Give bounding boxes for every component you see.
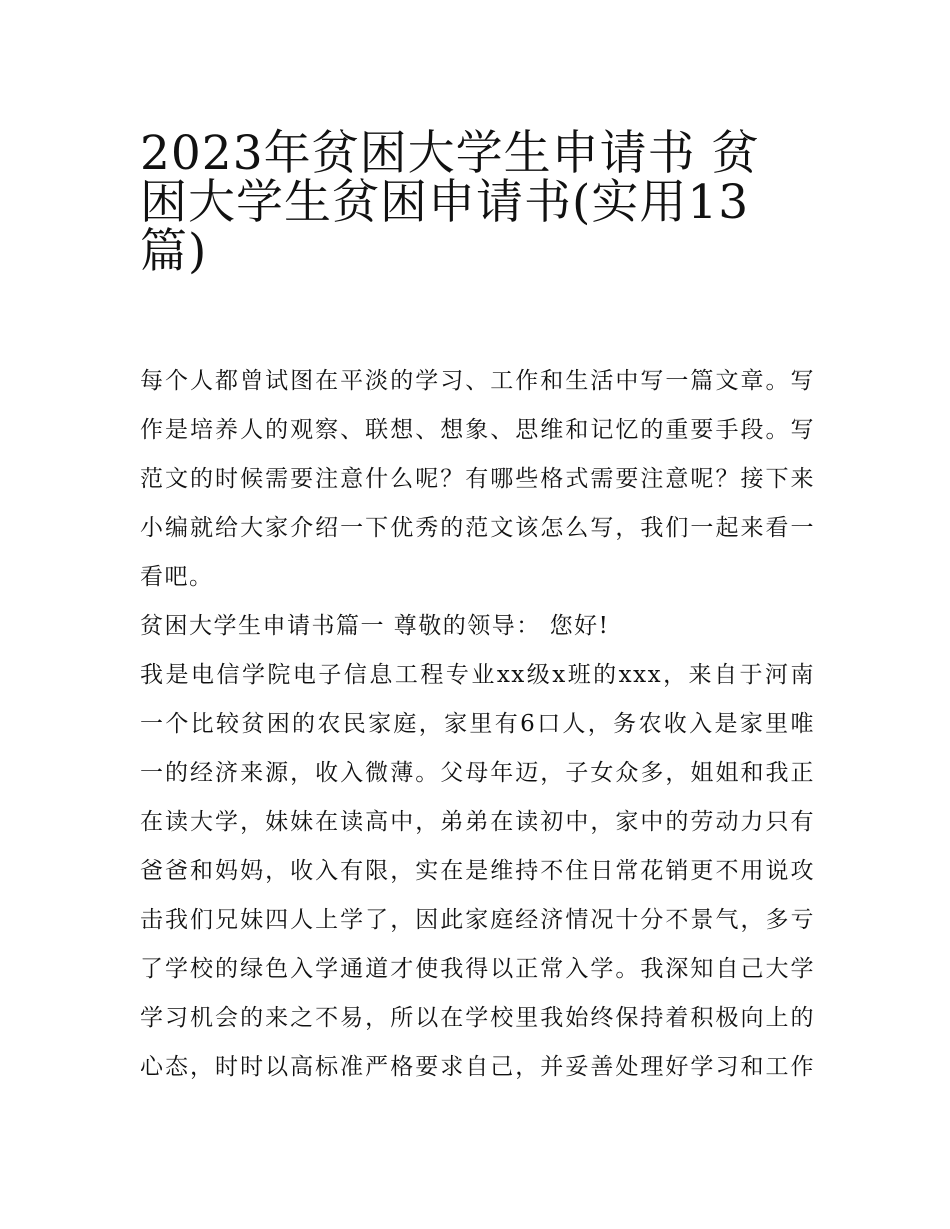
letter-line: 一的经济来源，收入微薄。父母年迈，子女众多，姐姐和我正 (140, 760, 815, 786)
intro-line: 每个人都曾试图在平淡的学习、工作和生活中写一篇文章。写 (140, 368, 815, 394)
letter-paragraph (140, 651, 815, 1092)
document-title (140, 112, 820, 279)
document-body (140, 357, 815, 1092)
letter-line: 了学校的绿色入学通道才使我得以正常入学。我深知自己大学 (140, 956, 815, 982)
letter-line: 在读大学，妹妹在读高中，弟弟在读初中，家中的劳动力只有 (140, 809, 815, 835)
letter-line: 我是电信学院电子信息工程专业xx级x班的xxx，来自于河南 (140, 662, 815, 688)
title-line: 困大学生贫困申请书(实用13 (140, 175, 750, 230)
intro-line: 小编就给大家介绍一下优秀的范文该怎么写，我们一起来看一 (140, 515, 815, 541)
intro-line: 范文的时候需要注意什么呢？有哪些格式需要注意呢？接下来 (140, 466, 815, 492)
letter-line: 击我们兄妹四人上学了，因此家庭经济情况十分不景气，多亏 (140, 907, 815, 933)
section-heading-text: 贫困大学生申请书篇一 尊敬的领导： 您好! (140, 613, 610, 639)
letter-line: 一个比较贫困的农民家庭，家里有6口人，务农收入是家里唯 (140, 711, 815, 737)
letter-line: 爸爸和妈妈，收入有限，实在是维持不住日常花销更不用说攻 (140, 858, 815, 884)
intro-paragraph (140, 357, 815, 602)
intro-line: 作是培养人的观察、联想、想象、思维和记忆的重要手段。写 (140, 417, 815, 443)
letter-line: 心态，时时以高标准严格要求自己，并妥善处理好学习和工作 (140, 1054, 815, 1080)
title-line: 2023年贫困大学生申请书 贫 (140, 126, 760, 181)
section-heading (140, 602, 815, 651)
letter-line: 学习机会的来之不易，所以在学校里我始终保持着积极向上的 (140, 1005, 815, 1031)
intro-line: 看吧。 (140, 564, 214, 590)
title-line: 篇) (140, 224, 208, 279)
